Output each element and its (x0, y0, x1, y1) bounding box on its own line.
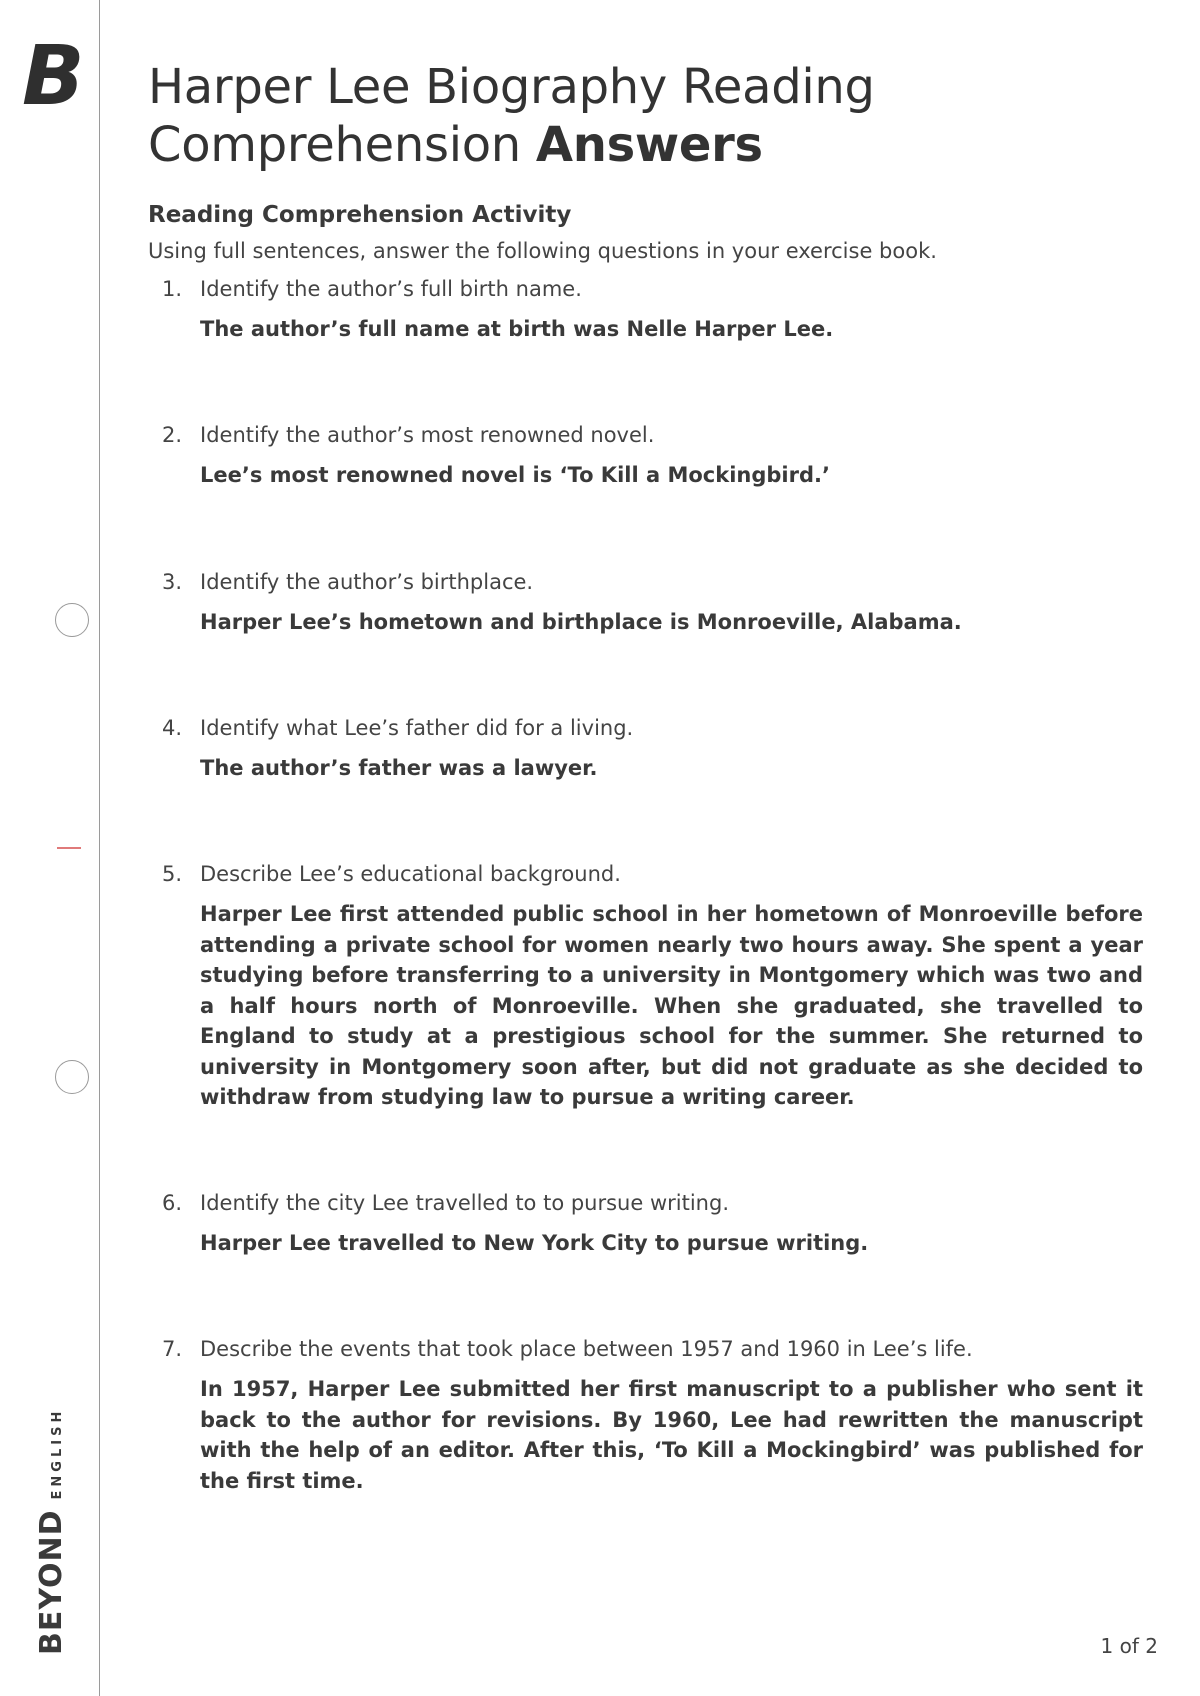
page-number: 1 of 2 (1100, 1634, 1158, 1658)
title-line-1: Harper Lee Biography Reading (148, 59, 875, 115)
answer-text: Harper Lee’s hometown and birthplace is Monroeville, Alabama. (200, 610, 962, 634)
question-number: 7. (162, 1337, 183, 1361)
answer-text: The author’s full name at birth was Nelle Harper Lee. (200, 317, 834, 341)
question-item (148, 567, 1143, 713)
question-item (148, 713, 1143, 859)
question-item (148, 1188, 1143, 1334)
question-number: 6. (162, 1191, 183, 1215)
question-item (148, 274, 1143, 420)
page-title (148, 58, 1143, 174)
center-fold-mark (57, 847, 81, 849)
question-item (148, 859, 1143, 1188)
brand-name-primary: BEYOND (34, 1509, 69, 1655)
answer-text: In 1957, Harper Lee submitted her first manuscript to a publisher who sent it back to the author for revisions. By 1960, Lee had rewritten the manuscript with the help of an editor. After this, ‘To Kill a Mockingbird’ was published for the first time. (200, 1377, 1143, 1493)
question-item (148, 1334, 1143, 1496)
question-text: Describe Lee’s educational background. (200, 862, 621, 886)
worksheet-content (148, 58, 1143, 1496)
answer-text: Harper Lee first attended public school in her hometown of Monroeville before attending a private school for women nearly two hours away. She spent a year studying before transferring to a university in Montgomery which was two and a half hours north of Monroeville. When she graduated, she travelled to England to study at a prestigious school for the summer. She returned to university in Montgomery soon after, but did not graduate as she decided to withdraw from studying law to pursue a writing career. (200, 902, 1143, 1109)
question-text: Identify the author’s most renowned novel. (200, 423, 655, 447)
question-number: 3. (162, 570, 183, 594)
question-text: Identify the author’s full birth name. (200, 277, 582, 301)
activity-instructions: Using full sentences, answer the following questions in your exercise book. (148, 239, 937, 263)
punch-hole-icon (55, 603, 89, 637)
question-number: 5. (162, 862, 183, 886)
title-line-2-regular: Comprehension (148, 117, 536, 173)
brand-logo: B (22, 29, 81, 124)
answer-text: The author’s father was a lawyer. (200, 756, 598, 780)
title-line-2-bold: Answers (535, 117, 763, 173)
punch-hole-icon (55, 1060, 89, 1094)
question-text: Describe the events that took place between 1957 and 1960 in Lee’s life. (200, 1337, 973, 1361)
question-text: Identify the city Lee travelled to to pursue writing. (200, 1191, 729, 1215)
question-text: Identify what Lee’s father did for a living. (200, 716, 634, 740)
question-number: 1. (162, 277, 183, 301)
question-text: Identify the author’s birthplace. (200, 570, 534, 594)
brand-name-secondary: ENGLISH (50, 1407, 65, 1500)
question-list (148, 274, 1143, 1496)
question-number: 2. (162, 423, 183, 447)
margin-line (99, 0, 100, 1696)
question-number: 4. (162, 716, 183, 740)
activity-heading: Reading Comprehension Activity (148, 202, 572, 228)
answer-text: Harper Lee travelled to New York City to pursue writing. (200, 1231, 869, 1255)
question-item (148, 420, 1143, 567)
answer-text: Lee’s most renowned novel is ‘To Kill a Mockingbird.’ (200, 463, 830, 487)
vertical-brand-wordmark (34, 1408, 69, 1655)
